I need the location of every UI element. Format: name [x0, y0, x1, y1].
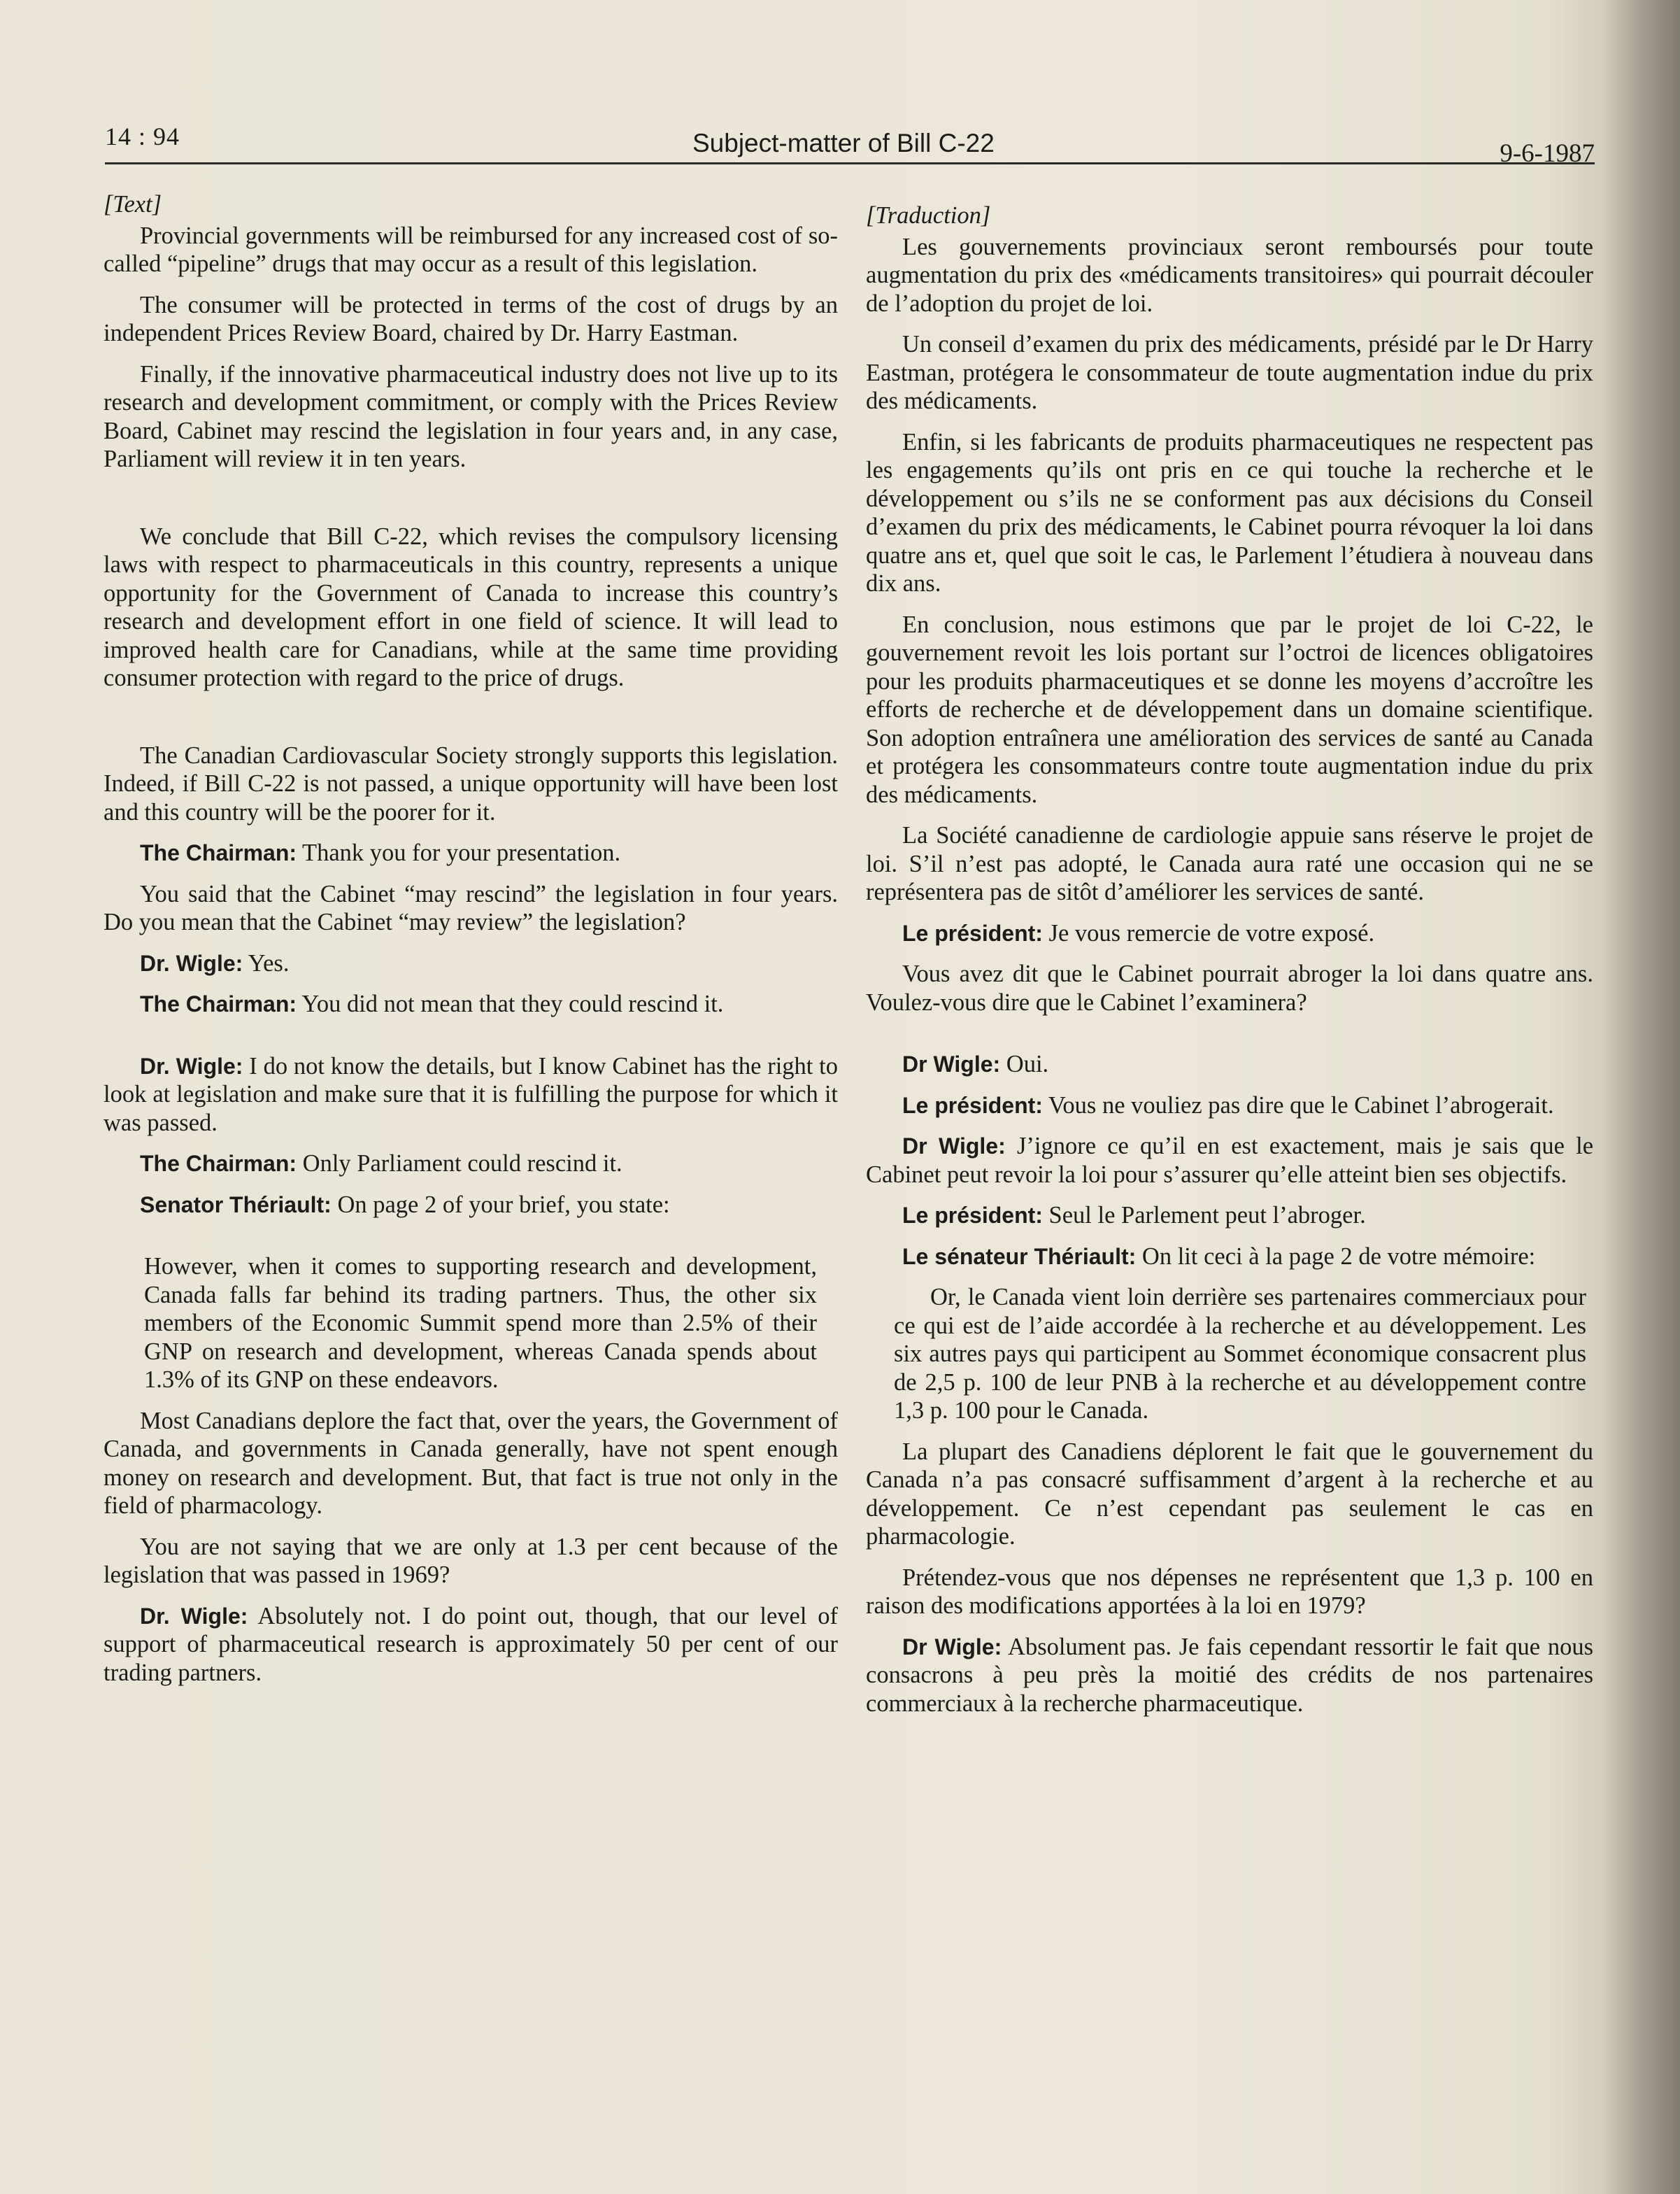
dialogue-line	[866, 1091, 1593, 1120]
speech-text: Seul le Parlement peut l’abroger.	[1042, 1202, 1366, 1229]
dialogue-line	[104, 949, 838, 978]
dialogue-line	[866, 1201, 1593, 1230]
speaker-name: Le président:	[902, 920, 1043, 946]
speaker-name: The Chairman:	[140, 840, 297, 865]
dialogue-line	[104, 1602, 838, 1687]
speaker-name: Dr. Wigle:	[140, 950, 243, 976]
paragraph: Enfin, si les fabricants de produits pharmaceutiques ne respectent pas les engagements qu’ils ont pris en ce qui touche la recherche et le développement ou s’ils ne se conforment pas aux décisions du Conseil d’examen du prix des médicaments, le Cabinet pourra révoquer la loi dans quatre ans et, quel que soit le cas, le Parlement l’étudiera à nouveau dans dix ans.	[866, 428, 1593, 597]
speech-text: I do not know the details, but I know Cabinet has the right to look at legislation and make sure that it is fulfilling the purpose for which it was passed.	[104, 1052, 839, 1136]
paragraph: Les gouvernements provinciaux seront remboursés pour toute augmentation du prix des «médicaments transitoires» qui pourrait découler de l’adoption du projet de loi.	[866, 233, 1593, 317]
dialogue-line	[104, 990, 838, 1019]
paragraph: Vous avez dit que le Cabinet pourrait abroger la loi dans quatre ans. Voulez-vous dire que le Cabinet l’examinera?	[866, 961, 1593, 1016]
speaker-name: Senator Thériault:	[140, 1191, 332, 1217]
speech-text: J’ignore ce qu’il en est exactement, mais je sais que le Cabinet peut revoir la loi pour s’assurer qu’elle atteint bien ses objectifs.	[866, 1133, 1594, 1188]
speaker-name: Dr Wigle:	[902, 1052, 1001, 1077]
dialogue-line	[866, 1132, 1593, 1189]
speech-text: Vous ne vouliez pas dire que le Cabinet l’abrogerait.	[1042, 1091, 1554, 1119]
speech-text: You did not mean that they could rescind it.	[297, 991, 724, 1017]
paragraph: The consumer will be protected in terms of the cost of drugs by an independent Prices Review Board, chaired by Dr. Harry Eastman.	[104, 291, 838, 346]
speaker-name: Dr Wigle:	[902, 1634, 1002, 1659]
speaker-name: Le président:	[902, 1092, 1043, 1118]
dialogue-line	[866, 919, 1593, 948]
dialogue-line	[866, 1243, 1593, 1271]
paragraph: Prétendez-vous que nos dépenses ne représentent que 1,3 p. 100 en raison des modifications apportées à la loi en 1979?	[866, 1564, 1593, 1619]
column-label: [Traduction]	[866, 202, 991, 229]
header-date: 9-6-1987	[1500, 139, 1595, 168]
dialogue-line	[866, 1633, 1593, 1718]
page-header	[105, 119, 1595, 168]
paragraph: You said that the Cabinet “may rescind” the legislation in four years. Do you mean that the Cabinet “may review” the legislation?	[104, 880, 838, 935]
speech-text: On lit ceci à la page 2 de votre mémoire:	[1136, 1243, 1536, 1270]
paragraph: Provincial governments will be reimbursed for any increased cost of so-called “pipeline” drugs that may occur as a result of this legislation.	[104, 222, 838, 277]
french-column	[866, 201, 1593, 1730]
dialogue-line	[104, 839, 838, 868]
paragraph: The Canadian Cardiovascular Society strongly supports this legislation. Indeed, if Bill C-22 is not passed, a unique opportunity will have been lost and this country will be the poorer for it.	[104, 742, 838, 826]
speech-text: Absolument pas. Je fais cependant ressortir le fait que nous consacrons à peu près la moitié des crédits de nos partenaires commerciaux à la recherche pharmaceutique.	[866, 1633, 1594, 1717]
speaker-name: Le sénateur Thériault:	[902, 1243, 1137, 1269]
block-quote: However, when it comes to supporting research and development, Canada falls far behind its trading partners. Thus, the other six members of the Economic Summit spend more than 2.5% of their GNP on research and development, whereas Canada spends about 1.3% of its GNP on these endeavors.	[144, 1253, 817, 1393]
speech-text: On page 2 of your brief, you state:	[331, 1191, 670, 1218]
speech-text: Yes.	[243, 949, 290, 977]
speech-text: Only Parliament could rescind it.	[297, 1150, 622, 1177]
paragraph: Most Canadians deplore the fact that, over the years, the Government of Canada, and governments in Canada generally, have not spent enough money on research and development. But, that fact is true not only in the field of pharmacology.	[104, 1407, 838, 1519]
paragraph: La Société canadienne de cardiologie appuie sans réserve le projet de loi. S’il n’est pas adopté, le Canada aura raté une occasion qui ne se représentera pas de sitôt d’améliorer les services de santé.	[866, 822, 1593, 905]
running-title: Subject-matter of Bill C-22	[692, 129, 995, 157]
paragraph: You are not saying that we are only at 1.3 per cent because of the legislation that was passed in 1969?	[104, 1533, 838, 1588]
column-label: [Text]	[104, 191, 162, 218]
speaker-name: Dr Wigle:	[902, 1133, 1006, 1159]
paragraph: Un conseil d’examen du prix des médicaments, présidé par le Dr Harry Eastman, protégera le consommateur de toute augmentation indue du prix des médicaments.	[866, 331, 1593, 414]
dialogue-line	[866, 1050, 1593, 1079]
speech-text: Thank you for your presentation.	[297, 840, 621, 866]
speaker-name: Dr. Wigle:	[140, 1603, 248, 1629]
speaker-name: Le président:	[902, 1203, 1043, 1228]
speech-text: Oui.	[1000, 1051, 1049, 1077]
dialogue-line	[104, 1149, 838, 1178]
speech-text: Absolutely not. I do point out, though, that our level of support of pharmaceutical research is approximately 50 per cent of our trading partners.	[104, 1602, 838, 1686]
paragraph: Finally, if the innovative pharmaceutical industry does not live up to its research and development commitment, or comply with the Prices Review Board, Cabinet may rescind the legislation in four years and, in any case, Parliament will review it in ten years.	[104, 360, 838, 472]
speaker-name: The Chairman:	[140, 991, 297, 1017]
speaker-name: The Chairman:	[140, 1151, 297, 1176]
paragraph: We conclude that Bill C-22, which revises the compulsory licensing laws with respect to pharmaceuticals in this country, represents a unique opportunity for the Government of Canada to increase this country’s research and development effort in one field of science. It will lead to improved health care for Canadians, while at the same time providing consumer protection with regard to the price of drugs.	[104, 523, 838, 691]
speaker-name: Dr. Wigle:	[140, 1053, 243, 1079]
block-quote: Or, le Canada vient loin derrière ses partenaires commerciaux pour ce qui est de l’aide accordée à la recherche et au développement. Les six autres pays qui participent au Sommet économique consacrent plus de 2,5 p. 100 de leur PNB à la recherche et au développement contre 1,3 p. 100 pour le Canada.	[894, 1284, 1586, 1424]
book-spine-shadow	[1603, 0, 1680, 2194]
speech-text: Je vous remercie de votre exposé.	[1042, 919, 1375, 947]
english-column	[104, 190, 838, 1699]
dialogue-line	[104, 1191, 838, 1219]
dialogue-line	[104, 1052, 838, 1138]
page-number: 14 : 94	[105, 122, 180, 150]
paragraph: En conclusion, nous estimons que par le projet de loi C-22, le gouvernement revoit les lois portant sur l’octroi de licences obligatoires pour les produits pharmaceutiques et se donne les moyens d’accroître les efforts de recherche et de développement dans un domaine scientifique. Son adoption entraînera une amélioration des services de santé au Canada et protégera les consommateurs contre toute augmentation indue du prix des médicaments.	[866, 611, 1593, 808]
paragraph: La plupart des Canadiens déplorent le fait que le gouvernement du Canada n’a pas consacré suffisamment d’argent à la recherche et au développement. Ce n’est cependant pas seulement le cas en pharmacologie.	[866, 1438, 1593, 1550]
